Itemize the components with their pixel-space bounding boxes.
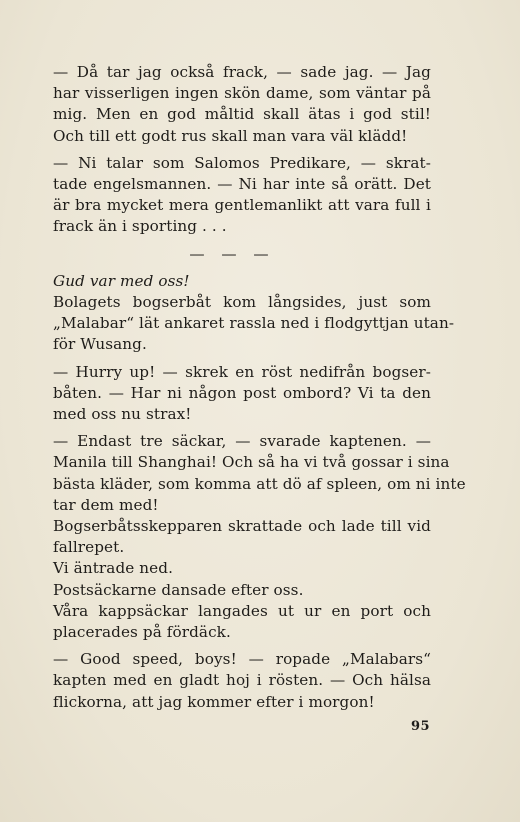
body-text [27, 62, 466, 713]
text-line: mig. Men en god måltid skall ätas i god stil! [53, 105, 431, 124]
paragraph [27, 153, 431, 238]
text-line: Bolagets bogserbåt kom långsides, just som [53, 293, 431, 312]
text-line: flickorna, att jag kommer efter i morgon! [53, 692, 375, 711]
text-line: tade engelsmannen. — Ni har inte så orätt. Det [53, 175, 431, 194]
text-line: är bra mycket mera gentlemanlikt att vara full i [53, 196, 431, 215]
text-line: — Då tar jag också frack, — sade jag. — Jag [53, 63, 431, 81]
text-line: kapten med en gladt hoj i rösten. — Och hälsa [53, 671, 431, 690]
section-heading: Gud var med oss! [53, 271, 190, 290]
section-separator: — — — [189, 244, 275, 263]
text-line: Vi äntrade ned. [53, 559, 173, 578]
text-line: tar dem med! [53, 495, 159, 514]
paragraph [27, 558, 431, 579]
paragraph [27, 601, 431, 643]
paragraph [27, 649, 431, 713]
text-line: med oss nu strax! [53, 405, 192, 424]
paragraph [27, 362, 431, 426]
text-line: Bogserbåtsskepparen skrattade och lade till vid [53, 517, 431, 536]
paragraph [27, 62, 431, 147]
text-line: Våra kappsäckar langades ut ur en port och [53, 601, 431, 620]
text-line: fallrepet. [53, 538, 125, 557]
text-line: frack än i sporting . . . [53, 217, 227, 236]
text-line: — Ni talar som Salomos Predikare, — skrat- [53, 153, 431, 172]
text-line: har visserligen ingen skön dame, som väntar på [53, 84, 431, 103]
text-line: Och till ett godt rus skall man vara väl klädd! [53, 126, 408, 145]
paragraph [27, 292, 455, 356]
text-line: placerades på fördäck. [53, 623, 231, 642]
text-line: för Wusang. [53, 335, 147, 354]
paragraph [27, 431, 466, 516]
text-line: bästa kläder, som komma att dö af spleen, om ni inte [53, 474, 466, 493]
paragraph [27, 516, 431, 558]
text-line: — Hurry up! — skrek en röst nedifrån bogser- [53, 362, 431, 381]
page-number: 95 [411, 719, 431, 734]
text-line: — Good speed, boys! — ropade „Malabars“ [53, 650, 431, 669]
text-line: — Endast tre säckar, — svarade kaptenen. — [53, 432, 431, 451]
text-line: båten. — Har ni någon post ombord? Vi ta den [53, 383, 431, 402]
text-line: Postsäckarne dansade efter oss. [53, 580, 304, 599]
text-line: „Malabar“ lät ankaret rassla ned i flodgyttjan utan- [53, 314, 455, 333]
text-line: Manila till Shanghai! Och så ha vi två gossar i sina [53, 453, 450, 472]
paragraph [27, 580, 431, 601]
